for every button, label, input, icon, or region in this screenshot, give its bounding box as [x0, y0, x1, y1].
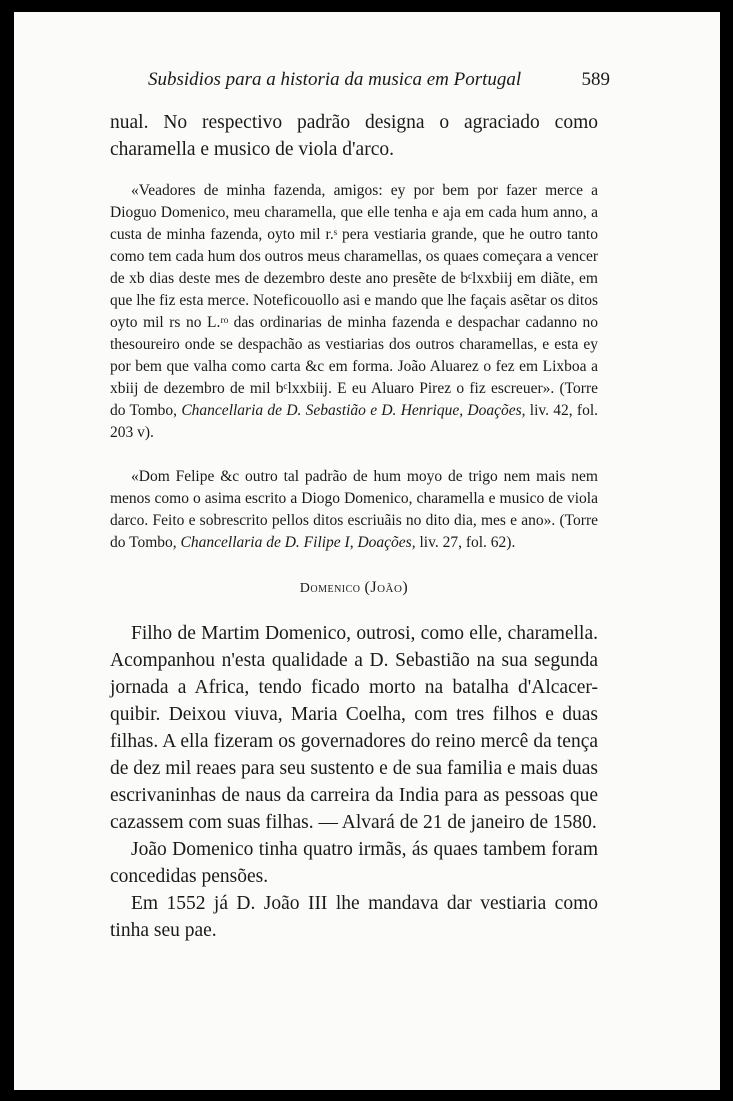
quote-1-reference: liv. 42, fol. 203 v). — [110, 402, 599, 441]
quote-2-block — [110, 466, 598, 554]
section-heading — [110, 579, 598, 597]
intro-paragraph: nual. No respectivo padrão designa o agraciado como charamella e musico de viola d'arco. — [110, 112, 598, 160]
section-given-name: (João) — [364, 579, 409, 596]
intro-paragraph-block — [110, 109, 598, 163]
running-header — [148, 69, 610, 91]
quote-2 — [110, 466, 598, 554]
body-paragraph-2: João Domenico tinha quatro irmãs, ás quaes tambem foram concedidas pensões. — [110, 839, 598, 887]
main-text-block — [110, 620, 598, 944]
body-paragraph-1: Filho de Martim Domenico, outrosi, como elle, charamella. Acompanhou n'esta qualidade a D. Sebastião na sua segunda jornada a Africa, tendo ficado morto na batalha d'Alcacer-quibir. Deixou viuva, Maria Coelha, com tres filhos e duas filhas. A ella fizeram os governadores do reino mercê da tença de dez mil reaes para seu sustento e de sua familia e mais duas escrivaninhas de naus da carreira da India para as pessoas que cazassem com suas filhas. — Alvará de 21 de janeiro de 1580. — [110, 623, 598, 833]
quote-1-source: Chancellaria de D. Sebastião e D. Henrique, Doações, — [181, 402, 526, 419]
quote-2-source: Chancellaria de D. Filipe I, Doações, — [180, 534, 416, 551]
page-number: 589 — [581, 69, 610, 90]
quote-2-reference: liv. 27, fol. 62). — [419, 534, 516, 551]
running-title: Subsidios para a historia da musica em Portugal — [148, 69, 522, 90]
quote-1-text: «Veadores de minha fazenda, amigos: ey por bem por fazer merce a Dioguo Domenico, meu charamella, que elle tenha e aja em cada hum anno, a custa de minha fazenda, oyto mil r.ˢ pera vestiaria grande, que he outro tanto como tem cada hum dos outros meus charamellas, os quaes começara a vencer de xb dias deste mes de dezembro deste ano presẽte de bᶜlxxbiij em diãte, em que lhe fiz esta merce. Noteficouollo asi e mando que lhe façais asẽtar os ditos oyto mil rs no L.ʳᵒ das ordinarias de minha fazenda e despachar cadanno no thesoureiro onde se despachão as vestiarias dos outros charamellas, e esta ey por bem que valha como carta &c em forma. João Aluarez o fez em Lixboa a xbiij de dezembro de mil bᶜlxxbiij. E eu Aluaro Pirez o fiz escreuer». (Torre do Tombo, — [110, 182, 598, 419]
section-surname: Domenico — [299, 581, 361, 596]
book-page — [14, 12, 720, 1090]
quote-1 — [110, 180, 598, 444]
body-paragraph-3: Em 1552 já D. João III lhe mandava dar vestiaria como tinha seu pae. — [110, 893, 598, 941]
quote-2-text: «Dom Felipe &c outro tal padrão de hum moyo de trigo nem mais nem menos como o asima escrito a Diogo Domenico, charamella e musico de viola darco. Feito e sobrescrito pellos ditos escriuãis no dito dia, mes e ano». (Torre do Tombo, — [110, 468, 598, 551]
quote-1-block — [110, 180, 598, 444]
